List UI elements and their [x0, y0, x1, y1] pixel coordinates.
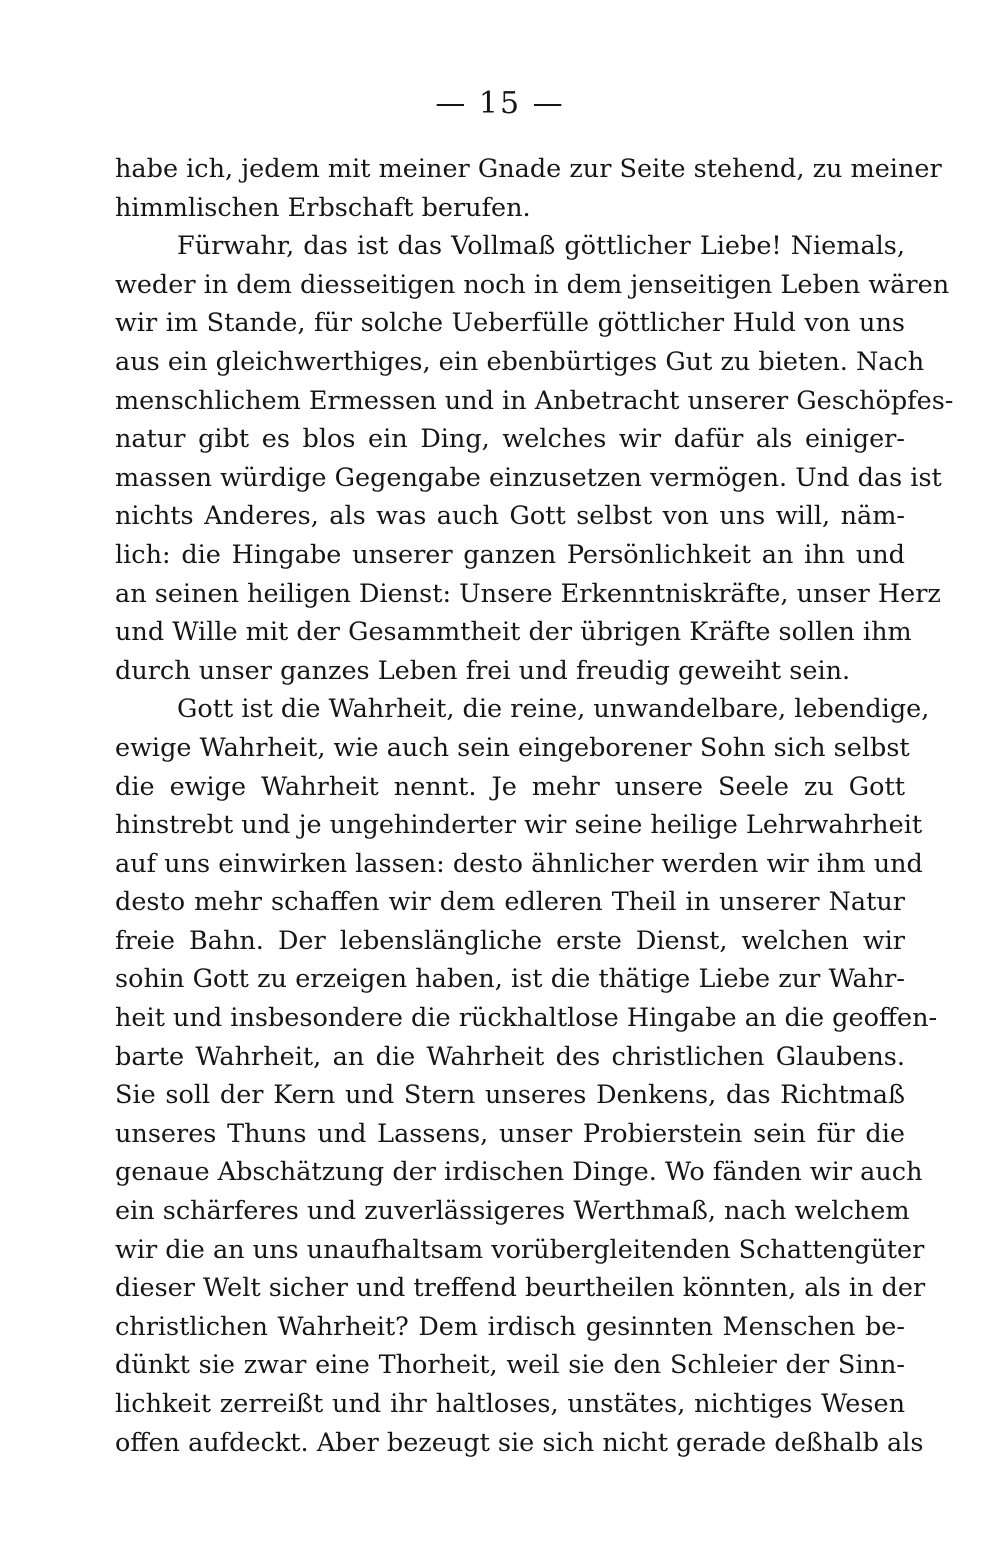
- text-line: christlichen Wahrheit? Dem irdisch gesinnten Menschen be-: [115, 1311, 905, 1342]
- text-line: habe ich, jedem mit meiner Gnade zur Seite stehend, zu meiner: [115, 154, 942, 184]
- text-line: natur gibt es blos ein Ding, welches wir dafür als einiger-: [115, 424, 905, 455]
- text-line: Gott ist die Wahrheit, die reine, unwandelbare, lebendige,: [177, 694, 930, 725]
- text-line: ewige Wahrheit, wie auch sein eingeborener Sohn sich selbst: [115, 732, 910, 763]
- text-line: desto mehr schaffen wir dem edleren Theil in unserer Natur: [115, 887, 905, 918]
- text-line: barte Wahrheit, an die Wahrheit des christlichen Glaubens.: [115, 1041, 905, 1072]
- text-line: und Wille mit der Gesammtheit der übrigen Kräfte sollen ihm: [115, 617, 912, 648]
- text-line: freie Bahn. Der lebenslängliche erste Dienst, welchen wir: [115, 925, 905, 956]
- text-line: dieser Welt sicher und treffend beurtheilen könnten, als in der: [115, 1273, 926, 1304]
- text-line: lich: die Hingabe unserer ganzen Persönlichkeit an ihn und: [115, 539, 905, 570]
- text-line: aus ein gleichwerthiges, ein ebenbürtiges Gut zu bieten. Nach: [115, 346, 925, 377]
- text-line: an seinen heiligen Dienst: Unsere Erkenntniskräfte, unser Herz: [115, 578, 941, 609]
- text-line: nichts Anderes, als was auch Gott selbst von uns will, näm-: [115, 501, 905, 532]
- text-line: Fürwahr, das ist das Vollmaß göttlicher Liebe! Niemals,: [177, 231, 905, 262]
- text-line: wir im Stande, für solche Ueberfülle göttlicher Huld von uns: [115, 308, 905, 339]
- text-line: die ewige Wahrheit nennt. Je mehr unsere Seele zu Gott: [115, 771, 905, 802]
- text-line: ein schärferes und zuverlässigeres Werthmaß, nach welchem: [115, 1196, 910, 1227]
- text-line: genaue Abschätzung der irdischen Dinge. Wo fänden wir auch: [115, 1157, 923, 1188]
- text-line: unseres Thuns und Lassens, unser Probierstein sein für die: [115, 1118, 905, 1149]
- text-line: durch unser ganzes Leben frei und freudig geweiht sein.: [115, 655, 851, 686]
- text-line: weder in dem diesseitigen noch in dem jenseitigen Leben wären: [115, 269, 950, 300]
- text-line: Sie soll der Kern und Stern unseres Denkens, das Richtmaß: [115, 1080, 905, 1111]
- text-line: lichkeit zerreißt und ihr haltloses, unstätes, nichtiges Wesen: [115, 1389, 905, 1419]
- text-line: massen würdige Gegengabe einzusetzen vermögen. Und das ist: [115, 462, 942, 493]
- text-line: menschlichem Ermessen und in Anbetracht unserer Geschöpfes-: [115, 385, 954, 416]
- text-line: auf uns einwirken lassen: desto ähnlicher werden wir ihm und: [115, 848, 923, 879]
- text-line: offen aufdeckt. Aber bezeugt sie sich nicht gerade deßhalb als: [115, 1427, 924, 1458]
- text-line: wir die an uns unaufhaltsam vorübergleitenden Schattengüter: [115, 1234, 925, 1265]
- text-line: himmlischen Erbschaft berufen.: [115, 192, 531, 223]
- text-line: heit und insbesondere die rückhaltlose Hingabe an die geoffen-: [115, 1003, 938, 1034]
- text-line: dünkt sie zwar eine Thorheit, weil sie den Schleier der Sinn-: [115, 1350, 905, 1381]
- page-number: — 15 —: [435, 86, 565, 121]
- text-line: sohin Gott zu erzeigen haben, ist die thätige Liebe zur Wahr-: [115, 964, 905, 995]
- body-text: [115, 150, 954, 1462]
- text-line: hinstrebt und je ungehinderter wir seine heilige Lehrwahrheit: [115, 810, 923, 841]
